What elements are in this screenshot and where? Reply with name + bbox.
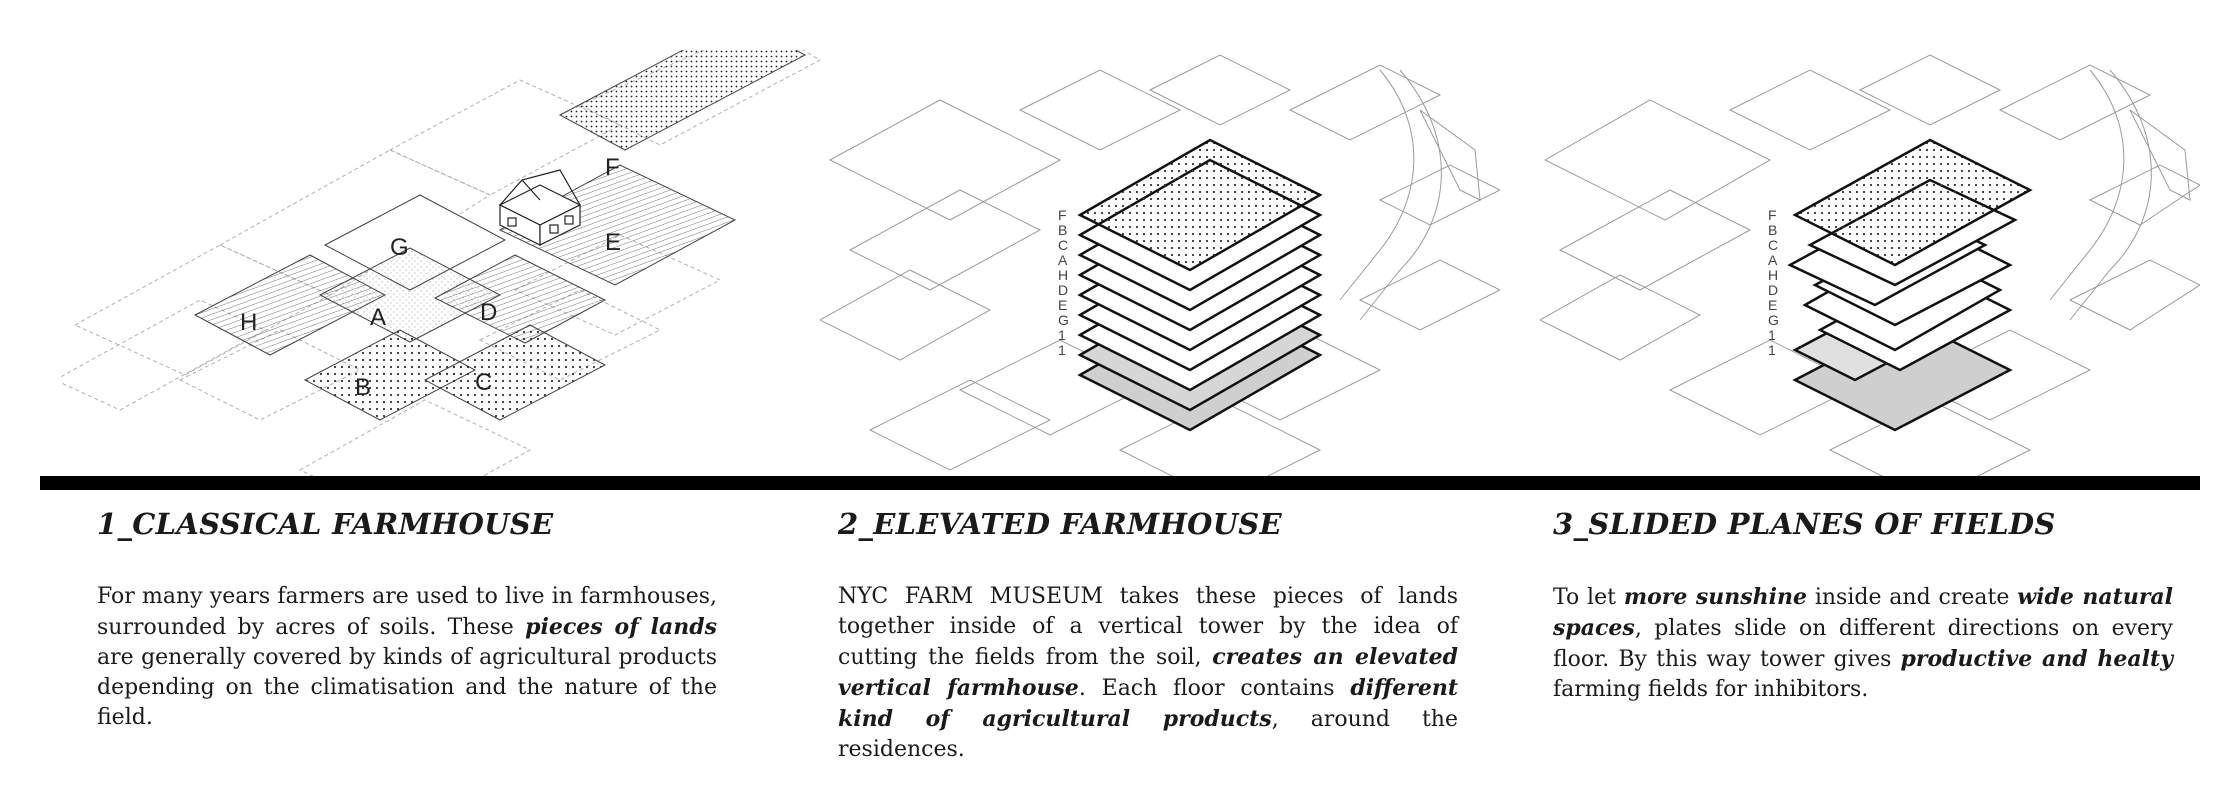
section-title: 2_ELEVATED FARMHOUSE [838,507,1282,541]
field-label-F: F [605,154,620,181]
floor-label: C [1058,237,1069,253]
field-C [425,325,605,420]
floor-label: B [1058,222,1068,238]
classical-farmhouse-svg [60,50,820,480]
section-elevated [838,500,1458,765]
floor-label: F [1768,207,1777,223]
section-classical [97,500,717,733]
section-body: For many years farmers are used to live in farmhouses, surrounded by acres of soils. These pieces of lands are generally covered by kinds of agricultural products depending on the climatisation and the nature of the field. [97,584,717,730]
floor-label: D [1768,282,1779,298]
classical-farmhouse-diagram [60,50,800,480]
floor-label: 1 [1768,327,1776,343]
field-label-C: C [475,369,493,396]
floor-label-column [1058,207,1069,358]
floor-label: A [1768,252,1778,268]
field-label-H: H [240,309,258,336]
field-label-E: E [605,229,622,256]
field-F [560,50,805,150]
section-body: To let more sunshine inside and create wide natural spaces, plates slide on different directions on every floor. By this way tower gives productive and healty farming fields for inhibitors. [1553,584,2174,702]
section-title: 1_CLASSICAL FARMHOUSE [97,507,554,541]
floor-label: 1 [1768,342,1776,358]
slided-slabs [1790,140,2030,430]
floor-label: F [1058,207,1067,223]
floor-label: H [1058,267,1069,283]
floor-label: 1 [1058,327,1066,343]
field-label-G: G [390,234,409,261]
floor-label: E [1768,297,1778,313]
field-label-B: B [355,374,372,401]
floor-label: H [1768,267,1779,283]
field-label-A: A [370,304,387,331]
divider-bar [40,476,2200,490]
elevated-farmhouse-svg [820,50,1500,480]
floor-label-column [1768,207,1779,358]
floor-label: G [1768,312,1779,328]
floor-label: A [1058,252,1068,268]
floor-label: B [1768,222,1778,238]
section-title: 3_SLIDED PLANES OF FIELDS [1553,507,2056,541]
slided-planes-diagram [1540,50,2234,480]
floor-label: G [1058,312,1069,328]
tower-slabs [1080,140,1320,430]
section-slided [1553,500,2173,705]
section-body: NYC FARM MUSEUM takes these pieces of lands together inside of a vertical tower by the idea of cutting the fields from the soil, creates an elevated vertical farmhouse. Each floor contains different kind of agricultural products, around the residences. [838,584,1458,762]
elevated-farmhouse-diagram [820,50,1560,480]
floor-label: 1 [1058,342,1066,358]
floor-label: D [1058,282,1069,298]
floor-label: E [1058,297,1068,313]
slided-planes-svg [1540,50,2200,480]
field-label-D: D [480,299,498,326]
floor-label: C [1768,237,1779,253]
